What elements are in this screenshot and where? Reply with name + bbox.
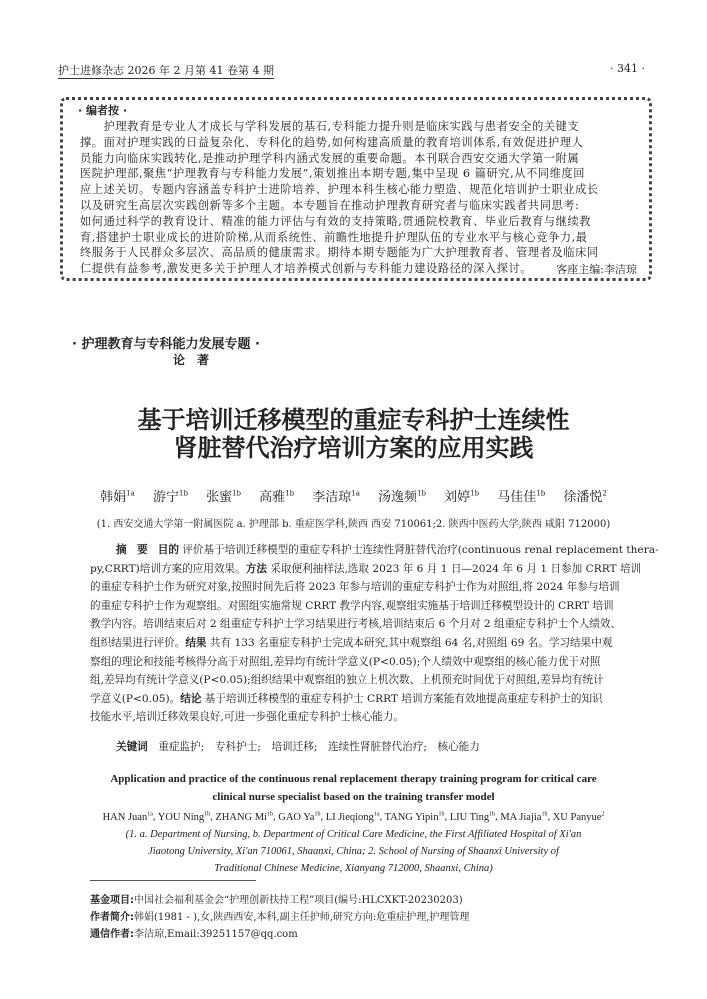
author xyxy=(450,812,495,823)
author-affiliation-mark: 1b xyxy=(417,489,426,498)
abstract-text: 的重症专科护士作为观察组。对照组实施常规 CRRT 教学内容,观察组实施基于培训迁移模型设计的 CRRT 培训 xyxy=(90,599,614,612)
keywords xyxy=(116,739,480,754)
english-affiliation-line-2: Jiaotong University, Xi'an 710061, Shaanxi, China; 2. School of Nursing of Shaanxi University of xyxy=(148,846,559,857)
keywords-text: 重症监护; 专科护士; 培训迁移; 连续性肾脏替代治疗; 核心能力 xyxy=(147,741,480,753)
abstract-line xyxy=(90,616,621,631)
author-affiliation-mark: 1b xyxy=(314,811,321,817)
author-name: LI Jieqiong xyxy=(325,811,374,823)
article-title-line-2: 肾脏替代治疗培训方案的应用实践 xyxy=(173,433,534,462)
editor-note-line: 育,搭建护士职业成长的进阶阶梯,从而系统性、前瞻性地提升护理队伍的专业水平与核心竞争力,最 xyxy=(80,230,588,244)
footnote-text: 中国社会福利基金会“护理创新扶持工程”项目(编号:HLCXKT-20230203) xyxy=(134,895,463,906)
abstract-text: 教学内容。培训结束后对 2 组重症专科护士学习结果进行考核,培训结束后 6 个月对 2 组重症专科护士个人绩效、 xyxy=(90,618,622,631)
author-name: GAO Ya xyxy=(278,811,315,823)
author-affiliation-mark: 1b xyxy=(204,811,211,817)
abstract-text: 评价基于培训迁移模型的重症专科护士连续性肾脏替代治疗(continuous renal replacement thera- xyxy=(178,544,659,556)
author xyxy=(444,490,479,505)
author-affiliation-mark: 1a xyxy=(351,489,360,498)
footnote-label: 基金项目: xyxy=(90,895,134,906)
abstract-line xyxy=(90,579,620,594)
author xyxy=(553,812,605,823)
author-affiliation-mark: 2 xyxy=(602,489,607,498)
author xyxy=(385,812,445,823)
abstract-line xyxy=(90,654,600,669)
abstract-section-label: 结论 xyxy=(180,692,202,705)
section-heading: · 护理教育与专科能力发展专题 · xyxy=(72,337,260,352)
editor-note-label: · 编者按 · xyxy=(78,104,128,117)
abstract-text: 基于培训迁移模型的重症专科护士 CRRT 培训方案能有效地提高重症专科护士的知识 xyxy=(201,692,603,705)
editor-note-line: 撑。面对护理实践的日益复杂化、专科化的趋势,如何构建高质量的教育培训体系,有效促进护理人 xyxy=(80,135,584,149)
abstract-line xyxy=(90,672,604,687)
author-name: 马佳佳 xyxy=(497,490,537,505)
author-name: TANG Yipin xyxy=(384,811,439,823)
footnote-label: 作者简介: xyxy=(90,912,134,923)
author xyxy=(278,812,320,823)
author xyxy=(259,490,294,505)
abstract-text: 察组的理论和技能考核得分高于对照组,差异均有统计学意义(P<0.05);个人绩效中观察组的核心能力优于对照 xyxy=(90,655,601,668)
author xyxy=(563,490,606,505)
abstract-text: py,CRRT)培训方案的应用效果。 xyxy=(90,562,246,575)
author xyxy=(497,490,545,505)
keywords-label: 关键词 xyxy=(116,741,148,753)
abstract-line xyxy=(90,691,603,706)
author-name: LIU Ting xyxy=(449,811,490,823)
author xyxy=(326,812,380,823)
author-affiliation-mark: 1b xyxy=(470,489,480,498)
editor-note-line: 护理教育是专业人才成长与学科发展的基石,专科能力提升则是临床实践与患者安全的关键支 xyxy=(80,120,580,133)
author-affiliation-mark: 1b xyxy=(541,811,548,817)
author xyxy=(215,812,273,823)
abstract-text: 的重症专科护士作为研究对象,按照时间先后将 2023 年参与培训的重症专科护士作为对照组,将 2024 年参与培训 xyxy=(90,581,620,594)
affiliation: (1. 西安交通大学第一附属医院 a. 护理部 b. 重症医学科,陕西 西安 710061;2. 陕西中医药大学,陕西 咸阳 712000) xyxy=(96,519,611,530)
author-affiliation-mark: 1b xyxy=(285,489,295,498)
author-affiliation-mark: 1a xyxy=(373,811,380,817)
english-affiliation-line-1: (1. a. Department of Nursing, b. Department of Critical Care Medicine, the First Affiliated Hospital of Xi'an xyxy=(125,829,582,840)
author-list xyxy=(0,486,707,505)
article-genre: 论著 xyxy=(173,353,222,367)
editor-note-line: 医院护理部,聚焦“护理教育与专科能力发展”,策划推出本期专题,集中呈现 6 篇研究,从不同维度回 xyxy=(80,167,586,181)
author-name: MA Jiajia xyxy=(500,811,542,823)
page-number: · 341 · xyxy=(610,62,645,75)
author-name: 张蜜 xyxy=(206,490,233,505)
author-affiliation-mark: 1b xyxy=(232,489,242,498)
footnote-label: 通信作者: xyxy=(90,929,134,940)
author-affiliation-mark: 2 xyxy=(601,811,605,817)
abstract-line xyxy=(90,635,612,650)
author-affiliation-mark: 1a xyxy=(126,489,135,498)
english-author-list: HAN Juan$^{1a}$, YOU Ning$^{1b}$, ZHANG $Mi^{1b}$, GAO $Ya^{1b}$, LI Jieqiong$^{1a}$, TANG Yipin$^{1b}$, LIU Ting$^{1b}$, MA Jiajia$^{1b}$, XU Panyue$^2$ xyxy=(102,811,605,823)
author-name: HAN Juan xyxy=(102,811,148,823)
author-name: 韩娟 xyxy=(100,490,127,505)
abstract-text: 组织结果进行评价。 xyxy=(90,637,186,649)
editor-note-line: 终服务于人民群众多层次、高品质的健康需求。期待本期专题能为广大护理教育者、管理者及临床同 xyxy=(80,246,599,260)
author-affiliation-mark: 1a xyxy=(147,811,153,817)
author-name: 汤逸频 xyxy=(378,490,418,505)
author-affiliation-mark: 1b xyxy=(489,811,496,817)
abstract-line xyxy=(90,709,404,724)
author-name: 游宁 xyxy=(152,490,179,505)
author-affiliation-mark: 1b xyxy=(267,811,273,817)
author-name: 徐潘悦 xyxy=(563,490,603,505)
author-name: 李洁琼 xyxy=(312,490,352,505)
editor-signature: 客座主编:李洁琼 xyxy=(556,263,637,276)
abstract-line xyxy=(90,561,641,576)
author-affiliation-mark: 1b xyxy=(438,811,445,817)
english-title-line-1: Application and practice of the continuous renal replacement therapy training program for critical care xyxy=(110,773,597,785)
author xyxy=(100,490,135,505)
editor-note-line: 以及研究生高层次实践创新等多个主题。本专题旨在推动护理教育研究者与临床实践者共同思考: xyxy=(80,199,580,212)
author-name: YOU Ning xyxy=(157,811,205,823)
footnote-text: 李洁琼,Email:39251157@qq.com xyxy=(134,929,298,940)
author xyxy=(153,490,188,505)
editor-note-line: 仁提供有益参考,激发更多关于护理人才培养模式创新与专科能力建设路径的深入探讨。 xyxy=(80,262,533,276)
abstract-text: 共有 133 名重症专科护士完成本研究,其中观察组 64 名,对照组 69 名。学习结果中观 xyxy=(206,637,613,649)
author-name: ZHANG Mi xyxy=(215,811,267,823)
author-affiliation-mark: 1b xyxy=(178,489,188,498)
abstract-label: 摘 要 xyxy=(116,544,148,556)
author-affiliation-mark: 1b xyxy=(536,489,546,498)
abstract-section-label: 方法 xyxy=(245,562,267,575)
abstract-text: 技能水平,培训迁移效果良好,可进一步强化重症专科护士核心能力。 xyxy=(90,711,404,724)
abstract-text: 采取便利抽样法,选取 2023 年 6 月 1 日—2024 年 6 月 1 日参加 CRRT 培训 xyxy=(266,562,642,575)
editor-note-line: 如何通过科学的教育设计、精准的能力评估与有效的支持策略,贯通院校教育、毕业后教育与继续教 xyxy=(80,214,592,228)
english-title-line-2: clinical nurse specialist based on the training transfer model xyxy=(212,791,495,803)
footnote xyxy=(90,925,298,940)
footnote xyxy=(90,908,469,923)
author xyxy=(103,812,153,823)
journal-issue-header: 护士进修杂志 2026 年 2 月第 41 卷第 4 期 xyxy=(58,64,274,77)
footnote-divider xyxy=(90,880,256,881)
author-name: 高雅 xyxy=(259,490,286,505)
author-name: XU Panyue xyxy=(552,811,602,823)
abstract-line xyxy=(116,542,659,557)
abstract-text: 组,差异均有统计学意义(P<0.05);组织结果中观察组的独立上机次数、上机预充时间优于对照组,差异均有统计 xyxy=(90,674,604,687)
abstract-section-label: 目的 xyxy=(157,544,179,556)
author xyxy=(500,812,547,823)
abstract-text: 学意义(P<0.05)。 xyxy=(90,692,181,705)
abstract-section-label: 结果 xyxy=(185,637,207,649)
article-title-line-1: 基于培训迁移模型的重症专科护士连续性 xyxy=(137,405,570,434)
editor-note-line: 应上述关切。专题内容涵盖专科护士进阶培养、护理本科生核心能力塑造、规范化培训护士职业成长 xyxy=(80,183,599,197)
abstract-line xyxy=(90,598,614,613)
footnote xyxy=(90,891,463,906)
editor-note-line: 员能力向临床实践转化,是推动护理学科内涵式发展的重要命题。本刊联合西安交通大学第一附属 xyxy=(80,151,580,165)
author xyxy=(206,490,241,505)
author xyxy=(158,812,210,823)
author xyxy=(378,490,426,505)
author-name: 刘婷 xyxy=(444,490,471,505)
author xyxy=(312,490,360,505)
english-affiliation-line-3: Traditional Chinese Medicine, Xianyang 712000, Shaanxi, China) xyxy=(214,863,493,874)
footnote-text: 韩娟(1981 - ),女,陕西西安,本科,副主任护师,研究方向:危重症护理,护理管理 xyxy=(134,912,470,923)
